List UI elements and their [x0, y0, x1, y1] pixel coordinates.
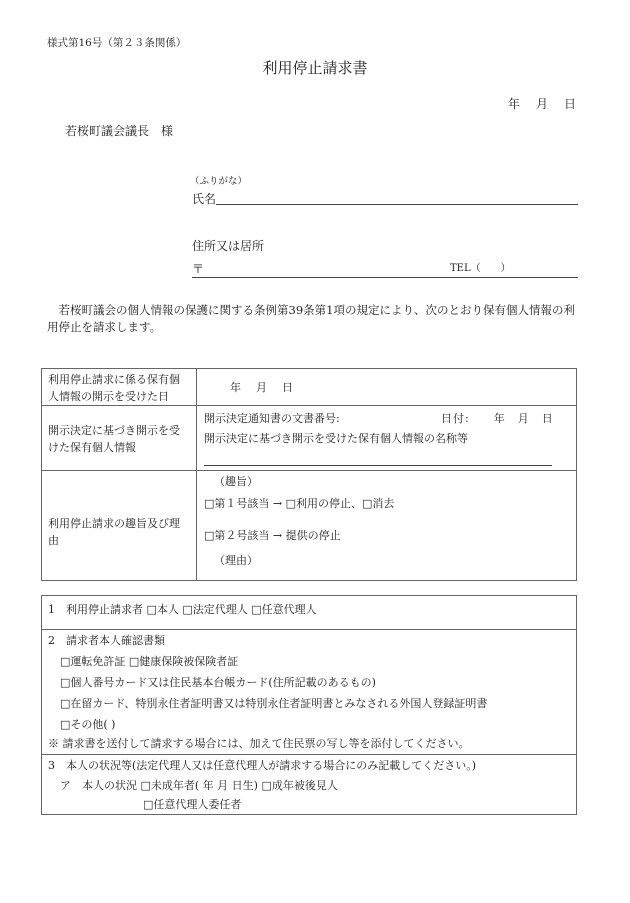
principal-status-option-delegator[interactable]: □任意代理人委任者	[143, 798, 242, 811]
address-label: 住所又は居所	[192, 239, 265, 253]
furigana-label: （ふりがな）	[190, 176, 248, 187]
disclosure-date-value: 年 月 日	[230, 381, 295, 394]
page-title: 利用停止請求書	[262, 59, 368, 77]
addressee: 若桜町議会議長 様	[65, 124, 174, 138]
option-item-2[interactable]: □第２号該当 → 提供の停止	[204, 529, 341, 542]
requester-info-table	[41, 595, 577, 815]
requester-type[interactable]: 1 利用停止請求者 □本人 □法定代理人 □任意代理人	[48, 603, 317, 616]
disclosure-date-label: 利用停止請求に係る保有個人情報の開示を受けた日	[48, 373, 180, 403]
postal-mark: 〒	[192, 262, 205, 276]
option-item-1[interactable]: □第１号該当 → □利用の停止、□消去	[204, 497, 395, 510]
name-field[interactable]	[216, 204, 578, 205]
id-doc-option[interactable]: □在留カード、特別永住者証明書又は特別永住者証明書とみなされる外国人登録証明書	[60, 697, 488, 710]
submission-date: 年 月 日	[507, 97, 578, 111]
intro-paragraph: 若桜町議会の個人情報の保護に関する条例第39条第1項の規定により、次のとおり保有個人情報の利用停止を請求します。	[47, 303, 575, 334]
address-field[interactable]	[192, 277, 578, 278]
principal-status-options[interactable]: ア 本人の状況 □未成年者( 年 月 日生) □成年被後見人	[60, 779, 338, 792]
id-docs-note: ※ 請求書を送付して請求する場合には、加えて住民票の写し等を添付してください。	[48, 737, 470, 750]
purpose-heading: （趣旨）	[214, 475, 258, 488]
disclosed-info-label: 開示決定に基づき開示を受けた保有個人情報	[48, 424, 180, 454]
principal-status-title: 3 本人の状況等(法定代理人又は任意代理人が請求する場合にのみ記載してください。)	[48, 759, 477, 772]
reason-heading: （理由）	[214, 554, 258, 567]
notice-date: 日付: 年 月 日	[441, 412, 554, 425]
id-doc-option[interactable]: □運転免許証 □健康保険被保険者証	[60, 655, 239, 668]
disclosed-info-name-label: 開示決定に基づき開示を受けた保有個人情報の名称等	[204, 432, 468, 445]
id-doc-option[interactable]: □個人番号カード又は住民基本台帳カード(住所記載のあるもの)	[60, 676, 376, 689]
form-number: 様式第16号（第２３条関係）	[47, 37, 187, 49]
purpose-reason-label: 利用停止請求の趣旨及び理由	[48, 517, 180, 547]
name-label: 氏名	[192, 192, 217, 206]
disclosed-info-name-field[interactable]	[204, 465, 552, 466]
id-doc-option[interactable]: □その他( )	[60, 718, 116, 731]
id-docs-title: 2 請求者本人確認書類	[48, 634, 165, 647]
request-details-table	[41, 368, 577, 581]
tel-label: TEL（ ）	[450, 263, 511, 274]
notice-doc-number: 開示決定通知書の文書番号:	[204, 412, 340, 425]
